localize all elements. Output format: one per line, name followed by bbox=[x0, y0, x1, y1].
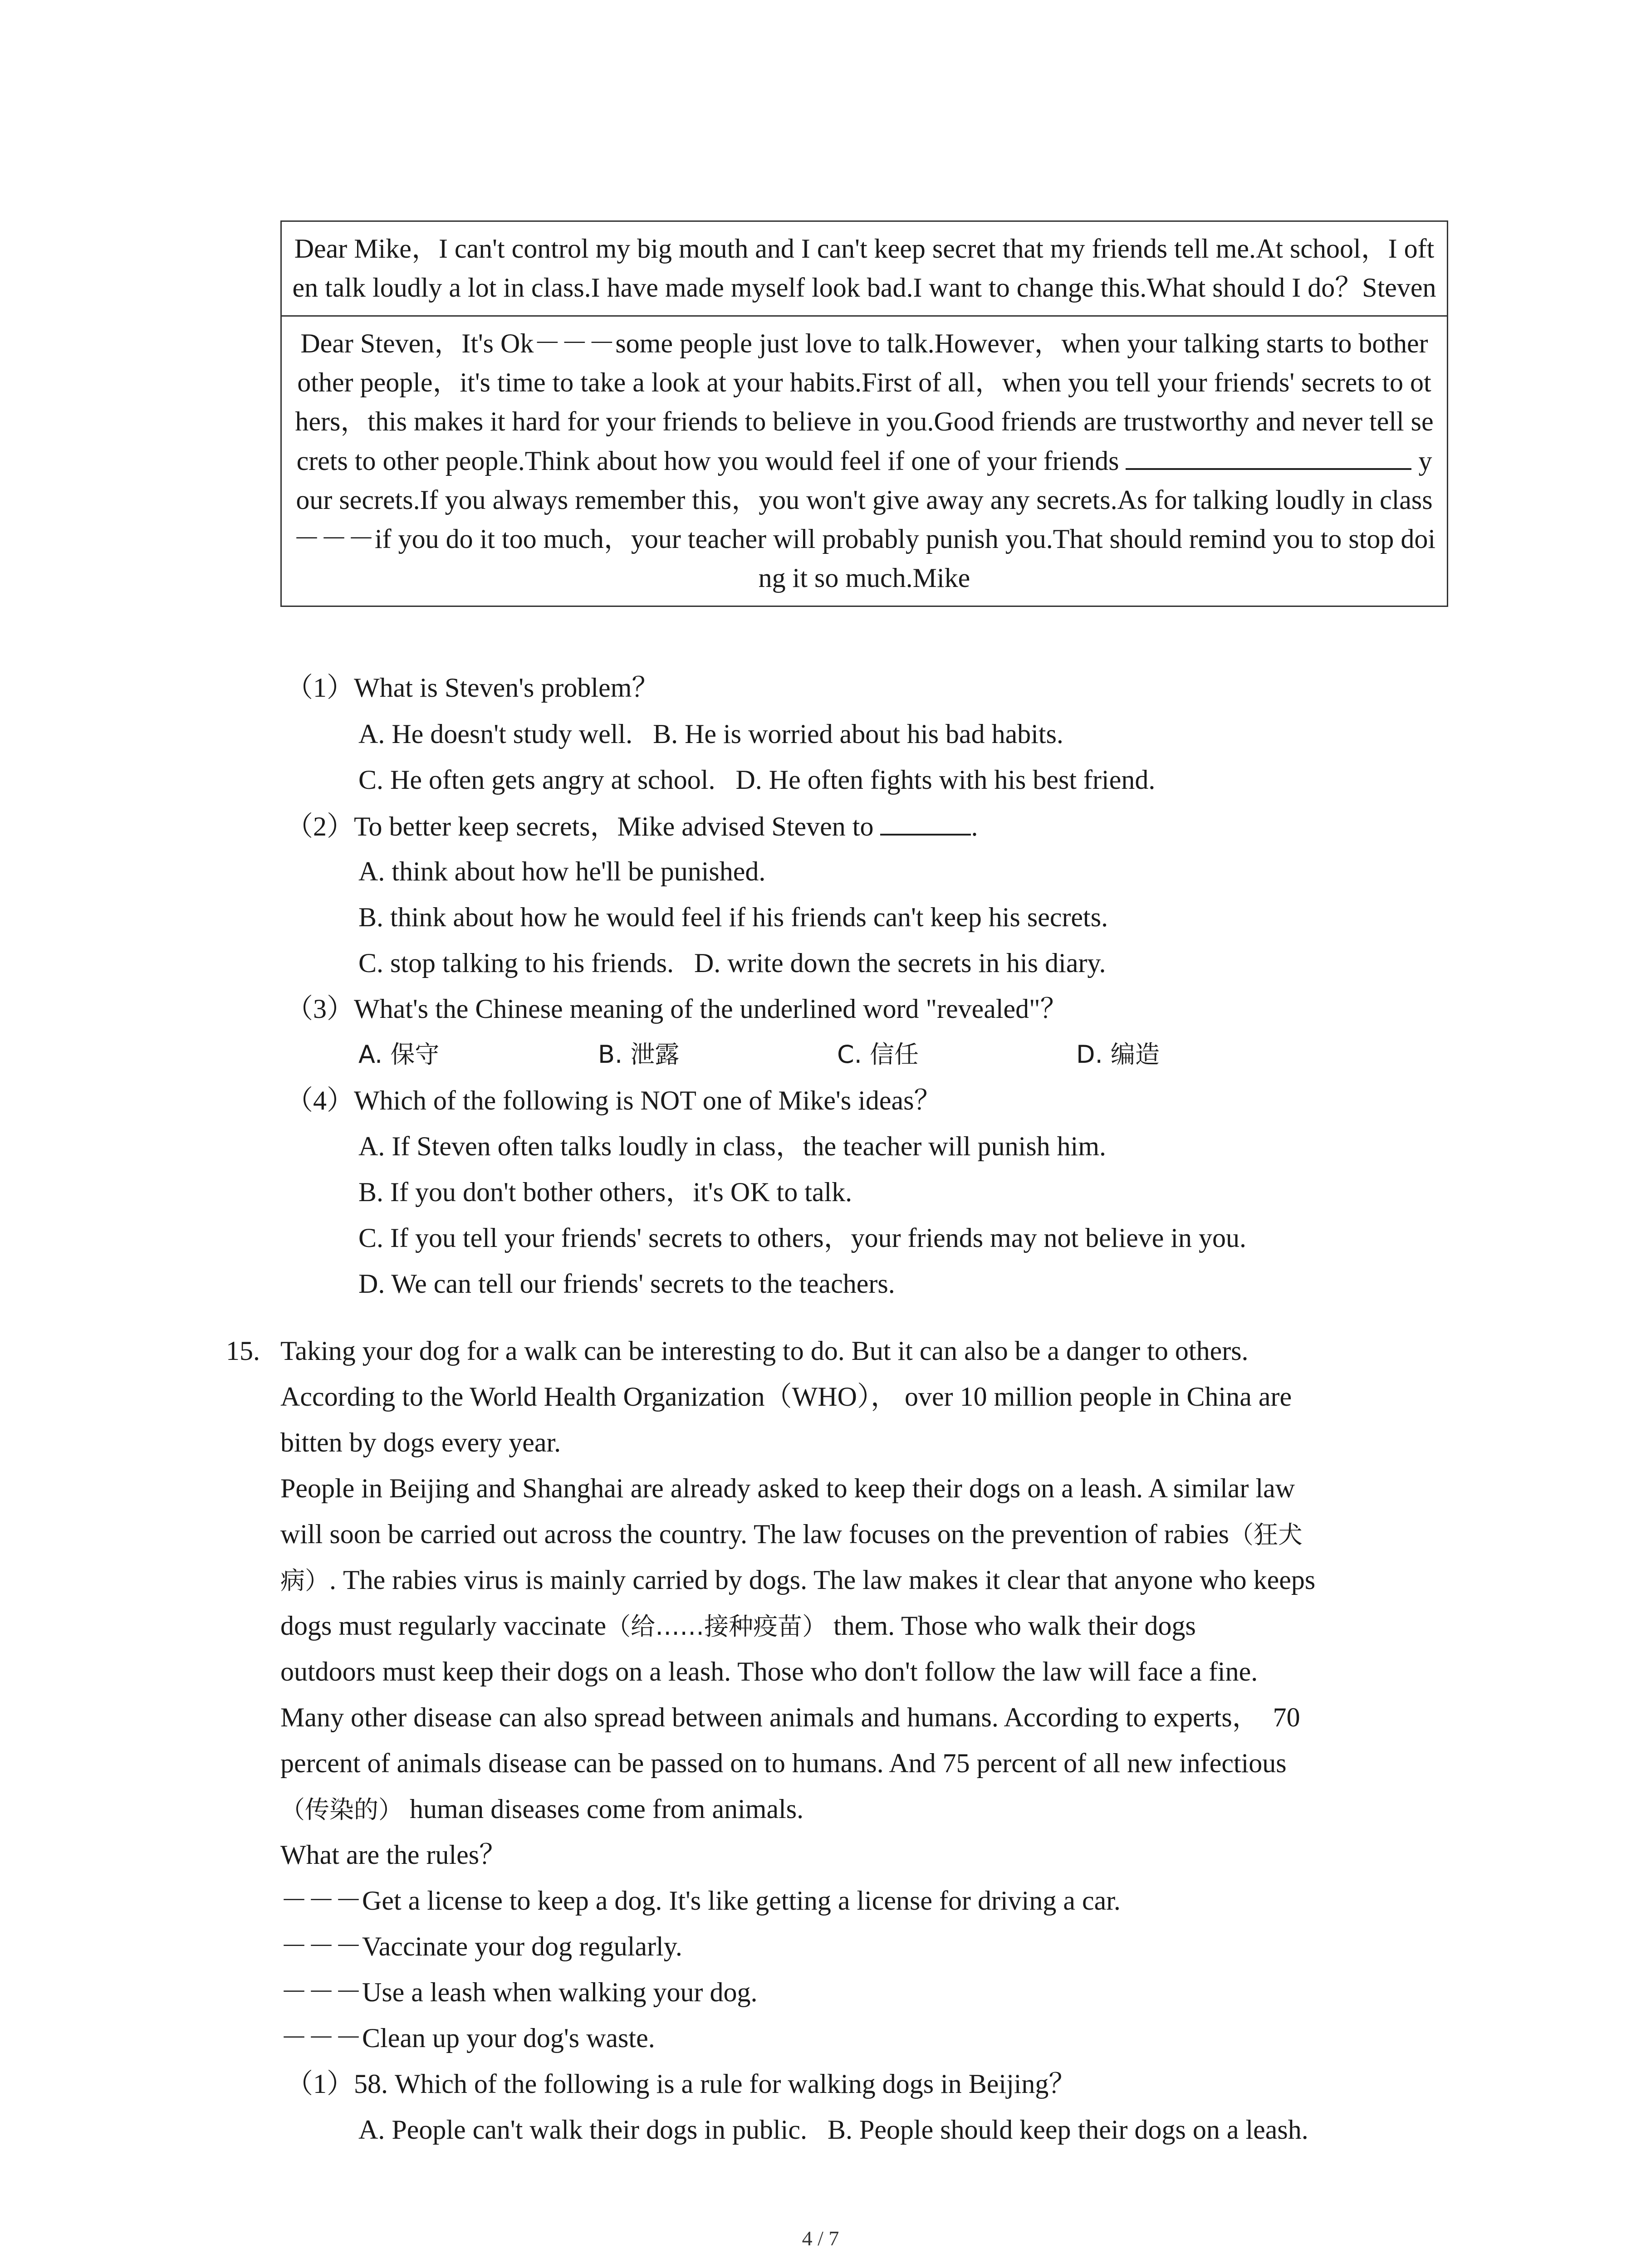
passage-line: People in Beijing and Shanghai are already asked to keep their dogs on a leash. A similar law bbox=[280, 1473, 1295, 1503]
question-number: 15. bbox=[226, 1336, 260, 1366]
rule-item: －－－Use a leash when walking your dog. bbox=[280, 1977, 758, 2007]
question-3: （3）What's the Chinese meaning of the underlined word "revealed"？ bbox=[286, 994, 1068, 1024]
chinese-gloss: （狂犬 bbox=[1229, 1520, 1303, 1549]
letter-text: your secrets.If you always remember this，you won't give away any secrets.As for talking loudly in class－－－if you do it too much，your teacher will probably punish you.That should remind you to stop doing it so much.Mike bbox=[293, 446, 1436, 593]
passage-line: outdoors must keep their dogs on a leash. Those who don't follow the law will face a fine. bbox=[280, 1657, 1258, 1686]
answer-blank[interactable] bbox=[1126, 441, 1411, 470]
question-4-option-a: A. If Steven often talks loudly in class，the teacher will punish him. bbox=[358, 1131, 1107, 1161]
passage-text: will soon be carried out across the country. The law focuses on the prevention of rabies bbox=[280, 1519, 1230, 1549]
question-1-options-ab: A. He doesn't study well. B. He is worried about his bad habits. bbox=[358, 719, 1063, 749]
question-2-option-a: A. think about how he'll be punished. bbox=[358, 856, 766, 886]
passage-line: Taking your dog for a walk can be interesting to do. But it can also be a danger to others. bbox=[280, 1336, 1249, 1366]
passage-text: human diseases come from animals. bbox=[403, 1794, 804, 1824]
letters-table bbox=[280, 220, 1448, 607]
question-2-option-b: B. think about how he would feel if his friends can't keep his secrets. bbox=[358, 902, 1108, 932]
question-4-option-d: D. We can tell our friends' secrets to the teachers. bbox=[358, 1269, 895, 1299]
passage-text: dogs must regularly vaccinate bbox=[280, 1611, 607, 1641]
letter-from-mike bbox=[281, 316, 1448, 606]
question-4: （4）Which of the following is NOT one of Mike's ideas？ bbox=[286, 1085, 941, 1115]
chinese-gloss: （传染的） bbox=[280, 1795, 403, 1824]
question-2-text: （2）To better keep secrets，Mike advised Steven to bbox=[286, 811, 874, 841]
letter-row bbox=[281, 221, 1448, 316]
rules-heading: What are the rules？ bbox=[280, 1840, 507, 1870]
rule-item: －－－Vaccinate your dog regularly. bbox=[280, 1931, 682, 1961]
letter-text: Dear Steven，It's Ok－－－some people just love to talk.However，when your talking starts to bother other people，it's time to take a look at your habits.First of all，when you tell your friends' secrets to others，this makes it hard for your friends to believe in you.Good friends are trustworthy and never tell secrets to other people.Think about how you would feel if one of your friends bbox=[295, 328, 1434, 476]
passage-line: bitten by dogs every year. bbox=[280, 1427, 561, 1457]
question-1-options-cd: C. He often gets angry at school. D. He often fights with his best friend. bbox=[358, 765, 1156, 795]
passage-line bbox=[280, 1517, 1303, 1552]
passage-line bbox=[280, 1563, 1315, 1598]
question-4-option-b: B. If you don't bother others，it's OK to talk. bbox=[358, 1177, 852, 1207]
letter-from-steven: Dear Mike，I can't control my big mouth and I can't keep secret that my friends tell me.At school，I often talk loudly a lot in class.I have made myself look bad.I want to change this.What should I do？Steven bbox=[281, 221, 1448, 316]
chinese-gloss: 病） bbox=[280, 1566, 329, 1595]
passage-line bbox=[280, 1792, 803, 1827]
question-1: （1）58. Which of the following is a rule for walking dogs in Beijing？ bbox=[286, 2069, 1076, 2099]
question-1: （1）What is Steven's problem？ bbox=[286, 673, 659, 703]
passage-line: Many other disease can also spread between animals and humans. According to experts， 70 bbox=[280, 1702, 1300, 1732]
passage-line: According to the World Health Organization（WHO）， over 10 million people in China are bbox=[280, 1382, 1292, 1412]
rule-item: －－－Get a license to keep a dog. It's like getting a license for driving a car. bbox=[280, 1886, 1121, 1916]
chinese-gloss: （给……接种疫苗） bbox=[606, 1612, 827, 1641]
question-3-options: A. 保守 B. 泄露 C. 信任 D. 编造 bbox=[358, 1040, 1160, 1069]
page-number: 4 / 7 bbox=[802, 2227, 839, 2250]
question-1-options-ab: A. People can't walk their dogs in public. B. People should keep their dogs on a leash. bbox=[358, 2115, 1308, 2145]
rule-item: －－－Clean up your dog's waste. bbox=[280, 2023, 655, 2053]
answer-blank[interactable] bbox=[880, 808, 971, 836]
passage-line: percent of animals disease can be passed on to humans. And 75 percent of all new infectious bbox=[280, 1748, 1287, 1778]
passage-line bbox=[280, 1608, 1196, 1644]
question-2-end: . bbox=[971, 811, 978, 841]
question-4-option-c: C. If you tell your friends' secrets to others，your friends may not believe in you. bbox=[358, 1223, 1247, 1253]
question-2 bbox=[286, 808, 978, 844]
letter-row bbox=[281, 316, 1448, 606]
passage-text: . The rabies virus is mainly carried by dogs. The law makes it clear that anyone who keeps bbox=[329, 1565, 1316, 1595]
passage-text: them. Those who walk their dogs bbox=[827, 1611, 1196, 1641]
question-2-options-cd: C. stop talking to his friends. D. write down the secrets in his diary. bbox=[358, 948, 1106, 978]
